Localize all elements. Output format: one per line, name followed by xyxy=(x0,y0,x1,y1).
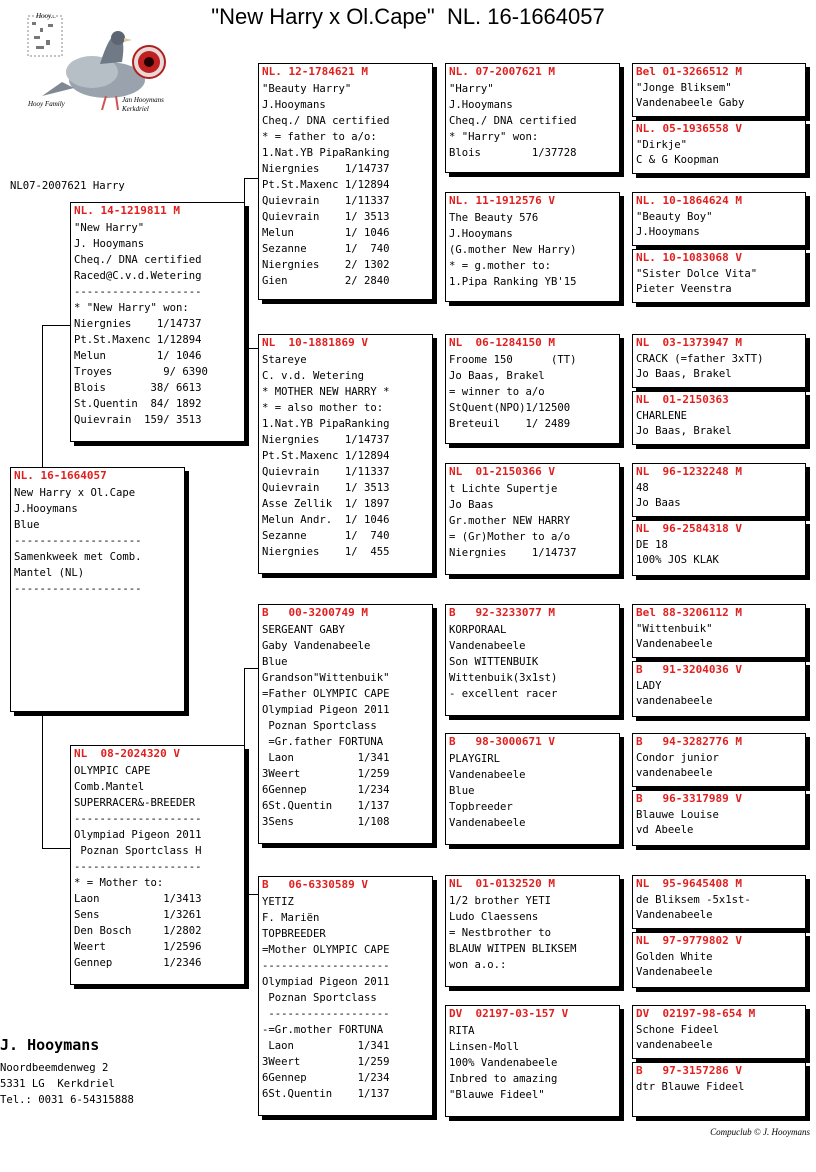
detail-line: Olympiad Pigeon 2011 xyxy=(262,976,390,988)
gg-grandparent-card[interactable] xyxy=(632,733,806,787)
pigeon-details xyxy=(446,479,619,561)
detail-line: C. v.d. Wetering xyxy=(262,370,365,382)
detail-line: Quievrain 1/ 3513 xyxy=(262,211,390,223)
detail-line: Melun Andr. 1/ 1046 xyxy=(262,514,390,526)
detail-line: 100% Vandenabeele xyxy=(449,1057,558,1069)
detail-line: Niergnies 1/ 455 xyxy=(262,546,390,558)
ring-number: Bel 01-3266512 M xyxy=(636,65,742,78)
detail-line: =Gr.father FORTUNA xyxy=(262,736,384,748)
detail-line: won a.o.: xyxy=(449,959,507,971)
ring-number: NL. 11-1912576 V xyxy=(449,194,555,207)
detail-line: StQuent(NPO)1/12500 xyxy=(449,402,571,414)
detail-line: = Nestbrother to xyxy=(449,927,552,939)
ring-number: NL 96-2584318 V xyxy=(636,522,742,535)
detail-line: Blois 38/ 6613 xyxy=(74,382,202,394)
ring-number: B 06-6330589 V xyxy=(262,878,368,891)
detail-line: Vandenabeele xyxy=(636,909,713,921)
detail-line: Gien 2/ 2840 xyxy=(262,275,390,287)
ring-number: NL. 12-1784621 M xyxy=(262,65,368,78)
detail-line: Mantel (NL) xyxy=(14,567,85,579)
detail-line: - excellent racer xyxy=(449,688,558,700)
detail-line: Vandenabeele xyxy=(636,638,713,650)
detail-line: 100% JOS KLAK xyxy=(636,554,719,566)
detail-line: Comb.Mantel xyxy=(74,781,145,793)
detail-line: DE 18 xyxy=(636,539,668,551)
great-grandparent-card[interactable] xyxy=(445,63,620,173)
detail-line: -------------------- xyxy=(74,813,202,825)
pigeon-details xyxy=(633,677,805,709)
detail-line: Jo Baas xyxy=(449,499,494,511)
detail-line: Niergnies 1/14737 xyxy=(262,163,390,175)
detail-line: Grandson"Wittenbuik" xyxy=(262,672,390,684)
owner-name: J. Hooymans xyxy=(0,1036,100,1054)
detail-line: Breteuil 1/ 2489 xyxy=(449,418,571,430)
detail-line: J.Hooymans xyxy=(449,99,513,111)
ring-number: B 94-3282776 M xyxy=(636,735,742,748)
granddam-dam-side-card[interactable] xyxy=(258,876,433,1116)
detail-line: Asse Zellik 1/ 1897 xyxy=(262,498,390,510)
detail-line: Poznan Sportclass xyxy=(262,720,377,732)
detail-line: J.Hooymans xyxy=(449,228,513,240)
detail-line: Poznan Sportclass xyxy=(262,992,377,1004)
sire-card[interactable] xyxy=(70,202,245,442)
gg-grandparent-card[interactable] xyxy=(632,463,806,517)
detail-line: vandenabeele xyxy=(636,1039,713,1051)
pigeon-details xyxy=(633,479,805,511)
gg-grandparent-card[interactable] xyxy=(632,120,806,174)
detail-line: Inbred to amazing xyxy=(449,1073,558,1085)
detail-line: = winner to a/o xyxy=(449,386,545,398)
detail-line: Raced@C.v.d.Wetering xyxy=(74,270,202,282)
ring-number: Bel 88-3206112 M xyxy=(636,606,742,619)
gg-grandparent-card[interactable] xyxy=(632,661,806,717)
great-grandparent-card[interactable] xyxy=(445,875,620,987)
detail-line: =Father OLYMPIC CAPE xyxy=(262,688,390,700)
detail-line: Vandenabeele Gaby xyxy=(636,97,745,109)
detail-line: Gaby Vandenabeele xyxy=(262,640,371,652)
detail-line: TOPBREEDER xyxy=(262,928,326,940)
pigeon-details xyxy=(633,79,805,111)
detail-line: -=Gr.mother FORTUNA xyxy=(262,1024,384,1036)
ring-number: B 92-3233077 M xyxy=(449,606,555,619)
ring-number: NL 06-1284150 M xyxy=(449,336,555,349)
pigeon-details xyxy=(259,620,432,830)
detail-line: Quievrain 1/11337 xyxy=(262,195,390,207)
pigeon-details xyxy=(259,350,432,560)
granddam-sire-side-card[interactable] xyxy=(258,334,433,574)
detail-line: Ludo Claessens xyxy=(449,911,539,923)
detail-line: Den Bosch 1/2802 xyxy=(74,925,202,937)
pigeon-details xyxy=(633,620,805,652)
detail-line: Niergnies 2/ 1302 xyxy=(262,259,390,271)
detail-line: Sezanne 1/ 740 xyxy=(262,530,390,542)
pigeon-logo xyxy=(22,12,172,122)
great-grandparent-card[interactable] xyxy=(445,192,620,302)
detail-line: Wittenbuik(3x1st) xyxy=(449,672,558,684)
pigeon-details xyxy=(446,208,619,290)
ring-number: NL. 16-1664057 xyxy=(14,469,107,482)
ring-number: B 97-3157286 V xyxy=(636,1064,742,1077)
detail-line: Pt.St.Maxenc 1/12894 xyxy=(74,334,202,346)
dam-card[interactable] xyxy=(70,745,245,985)
detail-line: Quievrain 159/ 3513 xyxy=(74,414,202,426)
detail-line: Schone Fideel xyxy=(636,1024,719,1036)
detail-line: * = Mother to: xyxy=(74,877,164,889)
footer-credit: Compuclub © J. Hooymans xyxy=(710,1127,810,1137)
detail-line: F. Mariën xyxy=(262,912,320,924)
detail-line: "Wittenbuik" xyxy=(636,623,713,635)
detail-line: * "Harry" won: xyxy=(449,131,539,143)
pigeon-details xyxy=(633,806,805,838)
detail-line: de Bliksem -5x1st- xyxy=(636,894,751,906)
logo-caption-top: Hooy... xyxy=(36,12,57,20)
detail-line: 6Gennep 1/234 xyxy=(262,784,390,796)
detail-line: 6St.Quentin 1/137 xyxy=(262,800,390,812)
detail-line: Laon 1/341 xyxy=(262,1040,390,1052)
detail-line: Pt.St.Maxenc 1/12894 xyxy=(262,179,390,191)
detail-line: CRACK (=father 3xTT) xyxy=(636,353,764,365)
detail-line: Troyes 9/ 6390 xyxy=(74,366,208,378)
ring-number: NL 96-1232248 M xyxy=(636,465,742,478)
detail-line: J.Hooymans xyxy=(636,226,700,238)
detail-line: OLYMPIC CAPE xyxy=(74,765,151,777)
gg-grandparent-card[interactable] xyxy=(632,192,806,246)
pigeon-details xyxy=(259,892,432,1102)
connector xyxy=(42,712,43,848)
connector xyxy=(42,325,72,326)
ring-number: NL. 14-1219811 M xyxy=(74,204,180,217)
detail-line: Pt.St.Maxenc 1/12894 xyxy=(262,450,390,462)
detail-line: = (Gr)Mother to a/o xyxy=(449,531,571,543)
great-grandparent-card[interactable] xyxy=(445,463,620,575)
connector xyxy=(42,848,72,849)
detail-line: Vandenabeele xyxy=(449,769,526,781)
detail-line: vandenabeele xyxy=(636,767,713,779)
grandsire-dam-side-card[interactable] xyxy=(258,604,433,844)
detail-line: Niergnies 1/14737 xyxy=(74,318,202,330)
pigeon-details xyxy=(633,891,805,923)
owner-city: 5331 LG Kerkdriel xyxy=(0,1078,115,1090)
detail-line: Melun 1/ 1046 xyxy=(262,227,390,239)
detail-line: Pieter Veenstra xyxy=(636,283,732,295)
detail-line: 1/2 brother YETI xyxy=(449,895,552,907)
ring-number: DV 02197-03-157 V xyxy=(449,1007,569,1020)
logo-caption-right: Jan Hooymans Kerkdriel xyxy=(122,96,164,113)
great-grandparent-card[interactable] xyxy=(445,733,620,845)
pigeon-details xyxy=(633,1021,805,1053)
detail-line: "Blauwe Fideel" xyxy=(449,1089,545,1101)
pigeon-details xyxy=(633,407,805,439)
detail-line: Jo Baas, Brakel xyxy=(636,425,732,437)
detail-line: Gr.mother NEW HARRY xyxy=(449,515,571,527)
detail-line: J.Hooymans xyxy=(262,99,326,111)
gg-grandparent-card[interactable] xyxy=(632,334,806,388)
detail-line: -------------------- xyxy=(262,960,390,972)
logo-caption-left: Hooy Family xyxy=(28,100,65,108)
detail-line: PLAYGIRL xyxy=(449,753,501,765)
detail-line: * = father to a/o: xyxy=(262,131,377,143)
detail-line: 3Sens 1/108 xyxy=(262,816,390,828)
detail-line: "Sister Dolce Vita" xyxy=(636,268,758,280)
detail-line: BLAUW WITPEN BLIKSEM xyxy=(449,943,577,955)
detail-line: RITA xyxy=(449,1025,475,1037)
pigeon-details xyxy=(633,749,805,781)
detail-line: Topbreeder xyxy=(449,801,513,813)
ring-number: NL. 05-1936558 V xyxy=(636,122,742,135)
pigeon-details xyxy=(446,350,619,432)
ring-number: NL. 07-2007621 M xyxy=(449,65,555,78)
detail-line: Jo Baas, Brakel xyxy=(636,368,732,380)
detail-line: Weert 1/2596 xyxy=(74,941,202,953)
detail-line: Son WITTENBUIK xyxy=(449,656,539,668)
pigeon-details xyxy=(446,620,619,702)
connector xyxy=(42,325,43,468)
detail-line: =Mother OLYMPIC CAPE xyxy=(262,944,390,956)
detail-line: J.Hooymans xyxy=(14,503,78,515)
detail-line: "Jonge Bliksem" xyxy=(636,82,732,94)
gg-grandparent-card[interactable] xyxy=(632,790,806,846)
detail-line: Blois 1/37728 xyxy=(449,147,577,159)
detail-line: St.Quentin 84/ 1892 xyxy=(74,398,202,410)
detail-line: t Lichte Supertje xyxy=(449,483,558,495)
detail-line: Vandenabeele xyxy=(449,640,526,652)
gg-grandparent-card[interactable] xyxy=(632,249,806,303)
detail-line: "Harry" xyxy=(449,83,494,95)
pigeon-details xyxy=(633,208,805,240)
pigeon-details xyxy=(633,536,805,568)
pigeon-details xyxy=(633,1078,805,1095)
detail-line: Melun 1/ 1046 xyxy=(74,350,202,362)
detail-line: Sens 1/3261 xyxy=(74,909,202,921)
pigeon-details xyxy=(71,218,244,428)
detail-line: Blue xyxy=(262,656,288,668)
detail-line: C & G Koopman xyxy=(636,154,719,166)
gg-grandparent-card[interactable] xyxy=(632,1062,806,1117)
detail-line: Jo Baas, Brakel xyxy=(449,370,545,382)
detail-line: LADY xyxy=(636,680,662,692)
detail-line: SERGEANT GABY xyxy=(262,624,345,636)
detail-line: 6St.Quentin 1/137 xyxy=(262,1088,390,1100)
detail-line: 3Weert 1/259 xyxy=(262,768,390,780)
detail-line: Condor junior xyxy=(636,752,719,764)
detail-line: -------------------- xyxy=(14,583,142,595)
pigeon-details xyxy=(446,79,619,161)
ring-number: NL 95-9645408 M xyxy=(636,877,742,890)
grandsire-sire-side-card[interactable] xyxy=(258,63,433,300)
pigeon-details xyxy=(446,749,619,831)
detail-line: CHARLENE xyxy=(636,410,688,422)
great-grandparent-card[interactable] xyxy=(445,334,620,444)
ring-number: NL 01-2150363 xyxy=(636,393,729,406)
pigeon-details xyxy=(633,265,805,297)
detail-line: Quievrain 1/11337 xyxy=(262,466,390,478)
detail-line: KORPORAAL xyxy=(449,624,507,636)
gg-grandparent-card[interactable] xyxy=(632,875,806,929)
ring-number: B 98-3000671 V xyxy=(449,735,555,748)
detail-line: SUPERRACER&-BREEDER xyxy=(74,797,196,809)
ring-number: NL. 10-1864624 M xyxy=(636,194,742,207)
owner-phone: Tel.: 0031 6-54315888 xyxy=(0,1094,134,1106)
page-title: "New Harry x Ol.Cape" NL. 16-1664057 xyxy=(211,4,605,29)
pigeon-details xyxy=(633,948,805,980)
detail-line: 6Gennep 1/234 xyxy=(262,1072,390,1084)
great-grandparent-card[interactable] xyxy=(445,1005,620,1117)
detail-line: Sezanne 1/ 740 xyxy=(262,243,390,255)
pigeon-details xyxy=(259,79,432,289)
pigeon-details xyxy=(446,891,619,973)
subject-pigeon-card[interactable] xyxy=(10,467,185,712)
ring-number: NL 10-1881869 V xyxy=(262,336,368,349)
pigeon-details xyxy=(11,483,184,597)
gg-grandparent-card[interactable] xyxy=(632,932,806,988)
pigeon-details xyxy=(633,350,805,382)
ring-number: B 96-3317989 V xyxy=(636,792,742,805)
detail-line: Laon 1/3413 xyxy=(74,893,202,905)
gg-grandparent-card[interactable] xyxy=(632,391,806,445)
detail-line: 48 xyxy=(636,482,649,494)
pigeon-details xyxy=(446,1021,619,1103)
detail-line: 1.Nat.YB PipaRanking xyxy=(262,418,390,430)
detail-line: Stareye xyxy=(262,354,307,366)
detail-line: 1.Nat.YB PipaRanking xyxy=(262,147,390,159)
detail-line: Blue xyxy=(449,785,475,797)
ring-number: NL 01-0132520 M xyxy=(449,877,555,890)
detail-line: 3Weert 1/259 xyxy=(262,1056,390,1068)
detail-line: J. Hooymans xyxy=(74,238,145,250)
ring-number: NL 01-2150366 V xyxy=(449,465,555,478)
ring-number: NL 03-1373947 M xyxy=(636,336,742,349)
detail-line: * = also mother to: xyxy=(262,402,384,414)
detail-line: * "New Harry" won: xyxy=(74,302,189,314)
gg-grandparent-card[interactable] xyxy=(632,520,806,576)
detail-line: Blauwe Louise xyxy=(636,809,719,821)
detail-line: Niergnies 1/14737 xyxy=(449,547,577,559)
ring-number: NL 08-2024320 V xyxy=(74,747,180,760)
detail-line: "Dirkje" xyxy=(636,139,688,151)
detail-line: vandenabeele xyxy=(636,695,713,707)
detail-line: Vandenabeele xyxy=(449,817,526,829)
ring-number: DV 02197-98-654 M xyxy=(636,1007,756,1020)
great-grandparent-card[interactable] xyxy=(445,604,620,716)
detail-line: Froome 150 (TT) xyxy=(449,354,577,366)
detail-line: "New Harry" xyxy=(74,222,145,234)
detail-line: Niergnies 1/14737 xyxy=(262,434,390,446)
detail-line: Quievrain 1/ 3513 xyxy=(262,482,390,494)
ring-number: B 91-3204036 V xyxy=(636,663,742,676)
detail-line: The Beauty 576 xyxy=(449,212,539,224)
detail-line: * = g.mother to: xyxy=(449,260,552,272)
ring-number: NL. 10-1083068 V xyxy=(636,251,742,264)
owner-block xyxy=(0,1036,134,1108)
detail-line: Laon 1/341 xyxy=(262,752,390,764)
detail-line: Cheq./ DNA certified xyxy=(262,115,390,127)
detail-line: Blue xyxy=(14,519,40,531)
detail-line: Golden White xyxy=(636,951,713,963)
detail-line: -------------------- xyxy=(74,286,202,298)
detail-line: Gennep 1/2346 xyxy=(74,957,202,969)
detail-line: Cheq./ DNA certified xyxy=(449,115,577,127)
detail-line: -------------------- xyxy=(74,861,202,873)
detail-line: 1.Pipa Ranking YB'15 xyxy=(449,276,577,288)
detail-line: -------------------- xyxy=(14,535,142,547)
detail-line: "Beauty Boy" xyxy=(636,211,713,223)
owner-address: Noordbeemdenweg 2 xyxy=(0,1062,109,1074)
gg-grandparent-card[interactable] xyxy=(632,63,806,117)
pigeon-details xyxy=(71,761,244,971)
gg-grandparent-card[interactable] xyxy=(632,1005,806,1059)
detail-line: YETIZ xyxy=(262,896,294,908)
detail-line: Linsen-Moll xyxy=(449,1041,520,1053)
detail-line: * MOTHER NEW HARRY * xyxy=(262,386,390,398)
pigeon-details xyxy=(633,136,805,168)
ring-number: NL 97-9779802 V xyxy=(636,934,742,947)
gg-grandparent-card[interactable] xyxy=(632,604,806,658)
detail-line: ------------------- xyxy=(262,1008,390,1020)
detail-line: dtr Blauwe Fideel xyxy=(636,1081,745,1093)
detail-line: vd Abeele xyxy=(636,824,694,836)
detail-line: "Beauty Harry" xyxy=(262,83,352,95)
detail-line: Olympiad Pigeon 2011 xyxy=(74,829,202,841)
detail-line: Samenkweek met Comb. xyxy=(14,551,142,563)
detail-line: Olympiad Pigeon 2011 xyxy=(262,704,390,716)
detail-line: Cheq./ DNA certified xyxy=(74,254,202,266)
detail-line: Jo Baas xyxy=(636,497,681,509)
subject-reference: NL07-2007621 Harry xyxy=(10,180,125,192)
detail-line: New Harry x Ol.Cape xyxy=(14,487,136,499)
detail-line: Vandenabeele xyxy=(636,966,713,978)
ring-number: B 00-3200749 M xyxy=(262,606,368,619)
detail-line: Poznan Sportclass H xyxy=(74,845,202,857)
detail-line: (G.mother New Harry) xyxy=(449,244,577,256)
